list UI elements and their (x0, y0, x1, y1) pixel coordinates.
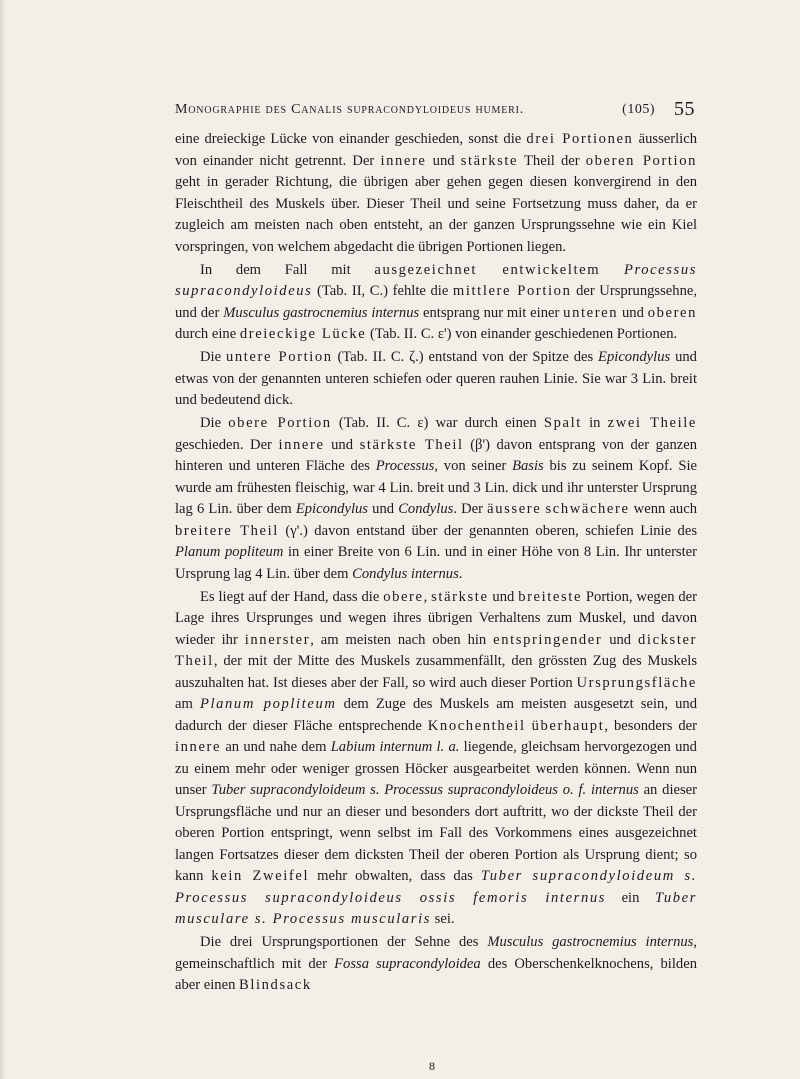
text-run: wenn auch (629, 501, 697, 517)
emphasis-run: Epicondylus (598, 349, 671, 365)
text-run: , gemeinschaftlich mit der (175, 934, 698, 972)
text-run: (γ'.) davon entstand über der genannten oberen, schiefen Linie des (278, 522, 697, 539)
text-run: in (581, 415, 608, 431)
text-run: liegende, gleichsam hervorgezogen und zu einem mehr oder weniger grossen Höcker ausgearbeitet werden können. Wenn nun unser (175, 739, 697, 798)
emphasis-run: drei Portionen (526, 131, 634, 147)
text-run: geschieden. Der (175, 436, 279, 453)
emphasis-run: breiteste (518, 588, 583, 605)
emphasis-run: Basis (512, 458, 544, 474)
text-run: , der mit der Mitte des Muskels zusammenfällt, den grössten Zug des Muskels auszuhalten hat. Ist dieses aber der Fall, so wird auch dieser Portion (175, 653, 697, 691)
paragraph (175, 413, 697, 585)
text-run: geht in gerader Richtung, die übrigen aber gehen gegen diesen konvergirend in den Fleischtheil des Muskels über. Dieser Theil und seine Fortsetzung muss daher, da er zugleich am meisten nach oben entsteht, an der ganzen Ursprungssehne wie ein Kiel vorspringen, von welchem abgedacht die übrigen Portionen liegen. (175, 174, 697, 255)
running-title: Monographie des Canalis supracondyloideus humeri. (175, 102, 525, 117)
text-run: , besonders der (604, 717, 697, 734)
emphasis-run: entspringender (493, 631, 603, 648)
signature-mark: 8 (429, 1059, 435, 1073)
text-run: (Tab. II. C. ε') von einander geschiedenen Portionen. (366, 326, 678, 342)
text-run: und (602, 631, 639, 648)
emphasis-run: überhaupt (531, 717, 605, 734)
text-run: . Der (453, 501, 488, 517)
emphasis-run: innere (175, 739, 222, 755)
text-run: , am meisten nach oben hin (310, 631, 494, 648)
text-run: und (488, 588, 519, 605)
emphasis-run: schwächere (545, 501, 630, 517)
text-run: Theil der (518, 152, 586, 169)
text-run: eine dreieckige Lücke von einander geschieden, sonst die (175, 131, 527, 147)
text-run: und (426, 152, 461, 169)
text-run: Es liegt auf der Hand, dass die (200, 588, 384, 605)
emphasis-run: stärkste Theil (359, 436, 464, 453)
text-run: an dieser Ursprungsfläche und nur an dieser und besonders dort auftritt, wo der dickste Theil der oberen Portion entspringt, wenn selbst im Fall des Vorkommens eines ausgezeichnet langen Fortsatzes dieser dem dicksten Theil der oberen Portion als Ursprung dient; so kann (175, 782, 697, 884)
section-number: (105) (622, 102, 655, 117)
text-run: (Tab. II. C. ζ.) entstand von der Spitze des (332, 349, 599, 365)
emphasis-run: Condylus (398, 501, 454, 517)
emphasis-run: innere (380, 152, 427, 169)
emphasis-run: Tuber musculare s. Processus muscularis (175, 889, 697, 927)
text-run (600, 262, 624, 278)
paragraph (175, 587, 697, 931)
emphasis-run: Spalt (543, 415, 582, 431)
text-run: dem Zuge des Muskels am meisten ausgesetzt sein, und dadurch der dieser Fläche entsprechende (175, 696, 697, 734)
text-run: (Tab. II, C.) fehlte die (312, 283, 453, 299)
emphasis-run: Processus (375, 458, 435, 474)
text-run: (β') davon entsprang von der ganzen hinteren und unteren Fläche des (175, 436, 698, 474)
text-run: in einer Breite von 6 Lin. und in einer Höhe von 8 Lin. Ihr unterster Ursprung lag 4 Lin. über dem (175, 544, 698, 582)
text-run: des Oberschenkelknochens, bilden aber einen (175, 955, 697, 993)
emphasis-run: Blindsack (239, 977, 312, 993)
emphasis-run: mittlere Portion (452, 283, 572, 299)
text-run: , (423, 588, 432, 605)
emphasis-run: Musculus gastrocnemius internus (487, 934, 694, 950)
emphasis-run: innere (278, 436, 325, 453)
text-run: (Tab. II. C. ε) war durch einen (331, 415, 544, 431)
running-header (175, 98, 695, 120)
emphasis-run: Processus supracondyloideus (175, 261, 697, 299)
emphasis-run: untere Portion (225, 349, 333, 365)
paragraph (175, 347, 697, 412)
text-run: durch eine (175, 326, 240, 342)
paragraph (175, 932, 697, 997)
text-run: und (368, 501, 399, 517)
emphasis-run: oberen Portion (585, 152, 698, 169)
emphasis-run: Planum popliteum (199, 696, 337, 712)
paragraph (175, 260, 697, 346)
text-run: ein (606, 889, 655, 906)
emphasis-run: Tuber supracondyloideum s. Processus supracondyloideus ossis femoris internus (175, 868, 697, 906)
emphasis-run: dickster (638, 631, 698, 648)
emphasis-run: Epicondylus (295, 501, 368, 517)
emphasis-run: innerster (244, 631, 311, 648)
emphasis-run: breitere Theil (175, 522, 279, 539)
text-run: der Ursprungssehne, und der (175, 283, 697, 321)
emphasis-run: äussere (487, 501, 542, 517)
paragraph (175, 129, 697, 258)
text-run: bis zu seinem Kopf. Sie wurde am frühesten fleischig, war 4 Lin. breit und 3 Lin. dick und ihr unterster Ursprung lag 6 Lin. über dem (175, 458, 697, 517)
emphasis-run: Labium internum l. a. (330, 739, 460, 755)
emphasis-run: Condylus internus (352, 565, 459, 582)
emphasis-run: obere Portion (228, 415, 332, 431)
body-text (175, 129, 697, 997)
text-run: Die drei Ursprungsportionen der Sehne des (200, 934, 488, 950)
text-run: an und nahe dem (221, 739, 331, 755)
text-run: . (458, 565, 463, 582)
text-run: äusserlich von einander nicht getrennt. Der (175, 131, 697, 169)
text-run: , von seiner (434, 458, 513, 474)
emphasis-run: stärkste (460, 152, 519, 169)
text-run: und (618, 304, 648, 321)
emphasis-run: kein Zweifel (211, 868, 310, 884)
page-edge-shadow (0, 0, 6, 1079)
text-run: sei. (431, 911, 455, 927)
emphasis-run: Ursprungsfläche (576, 674, 697, 691)
text-run: und (324, 436, 360, 453)
text-run: Portion, wegen der Lage ihres Ursprunges und wegen ihres übrigen Verhaltens zum Muskel, und davon wieder ihr (175, 588, 698, 648)
text-run: Die (200, 415, 229, 431)
emphasis-run: dreieckige Lücke (239, 326, 367, 342)
emphasis-run: Fossa supracondyloidea (334, 955, 481, 972)
text-run: Die (200, 349, 226, 365)
emphasis-run: Knochentheil (427, 717, 526, 734)
emphasis-run: ausgezeichnet entwickeltem (374, 261, 601, 278)
text-run: mehr obwalten, dass das (309, 868, 481, 884)
emphasis-run: Musculus gastrocnemius internus (223, 304, 420, 321)
emphasis-run: Planum popliteum (175, 544, 284, 560)
emphasis-run: stärkste (431, 588, 489, 605)
text-run: am (175, 696, 200, 712)
text-run: In dem Fall mit (200, 261, 375, 278)
emphasis-run: unteren (563, 304, 619, 321)
emphasis-run: Tuber supracondyloideum s. Processus supracondyloideus o. f. internus (211, 782, 639, 798)
emphasis-run: oberen (647, 304, 698, 321)
emphasis-run: obere (383, 588, 424, 605)
emphasis-run: zwei Theile (607, 415, 697, 431)
text-run: entsprang nur mit einer (419, 304, 564, 321)
emphasis-run: Theil (175, 653, 214, 669)
page-number: 55 (674, 98, 695, 120)
text-run: und etwas von der genannten unteren schiefen oder queren rauhen Linie. Sie war 3 Lin. breit und bedeutend dick. (175, 349, 697, 408)
